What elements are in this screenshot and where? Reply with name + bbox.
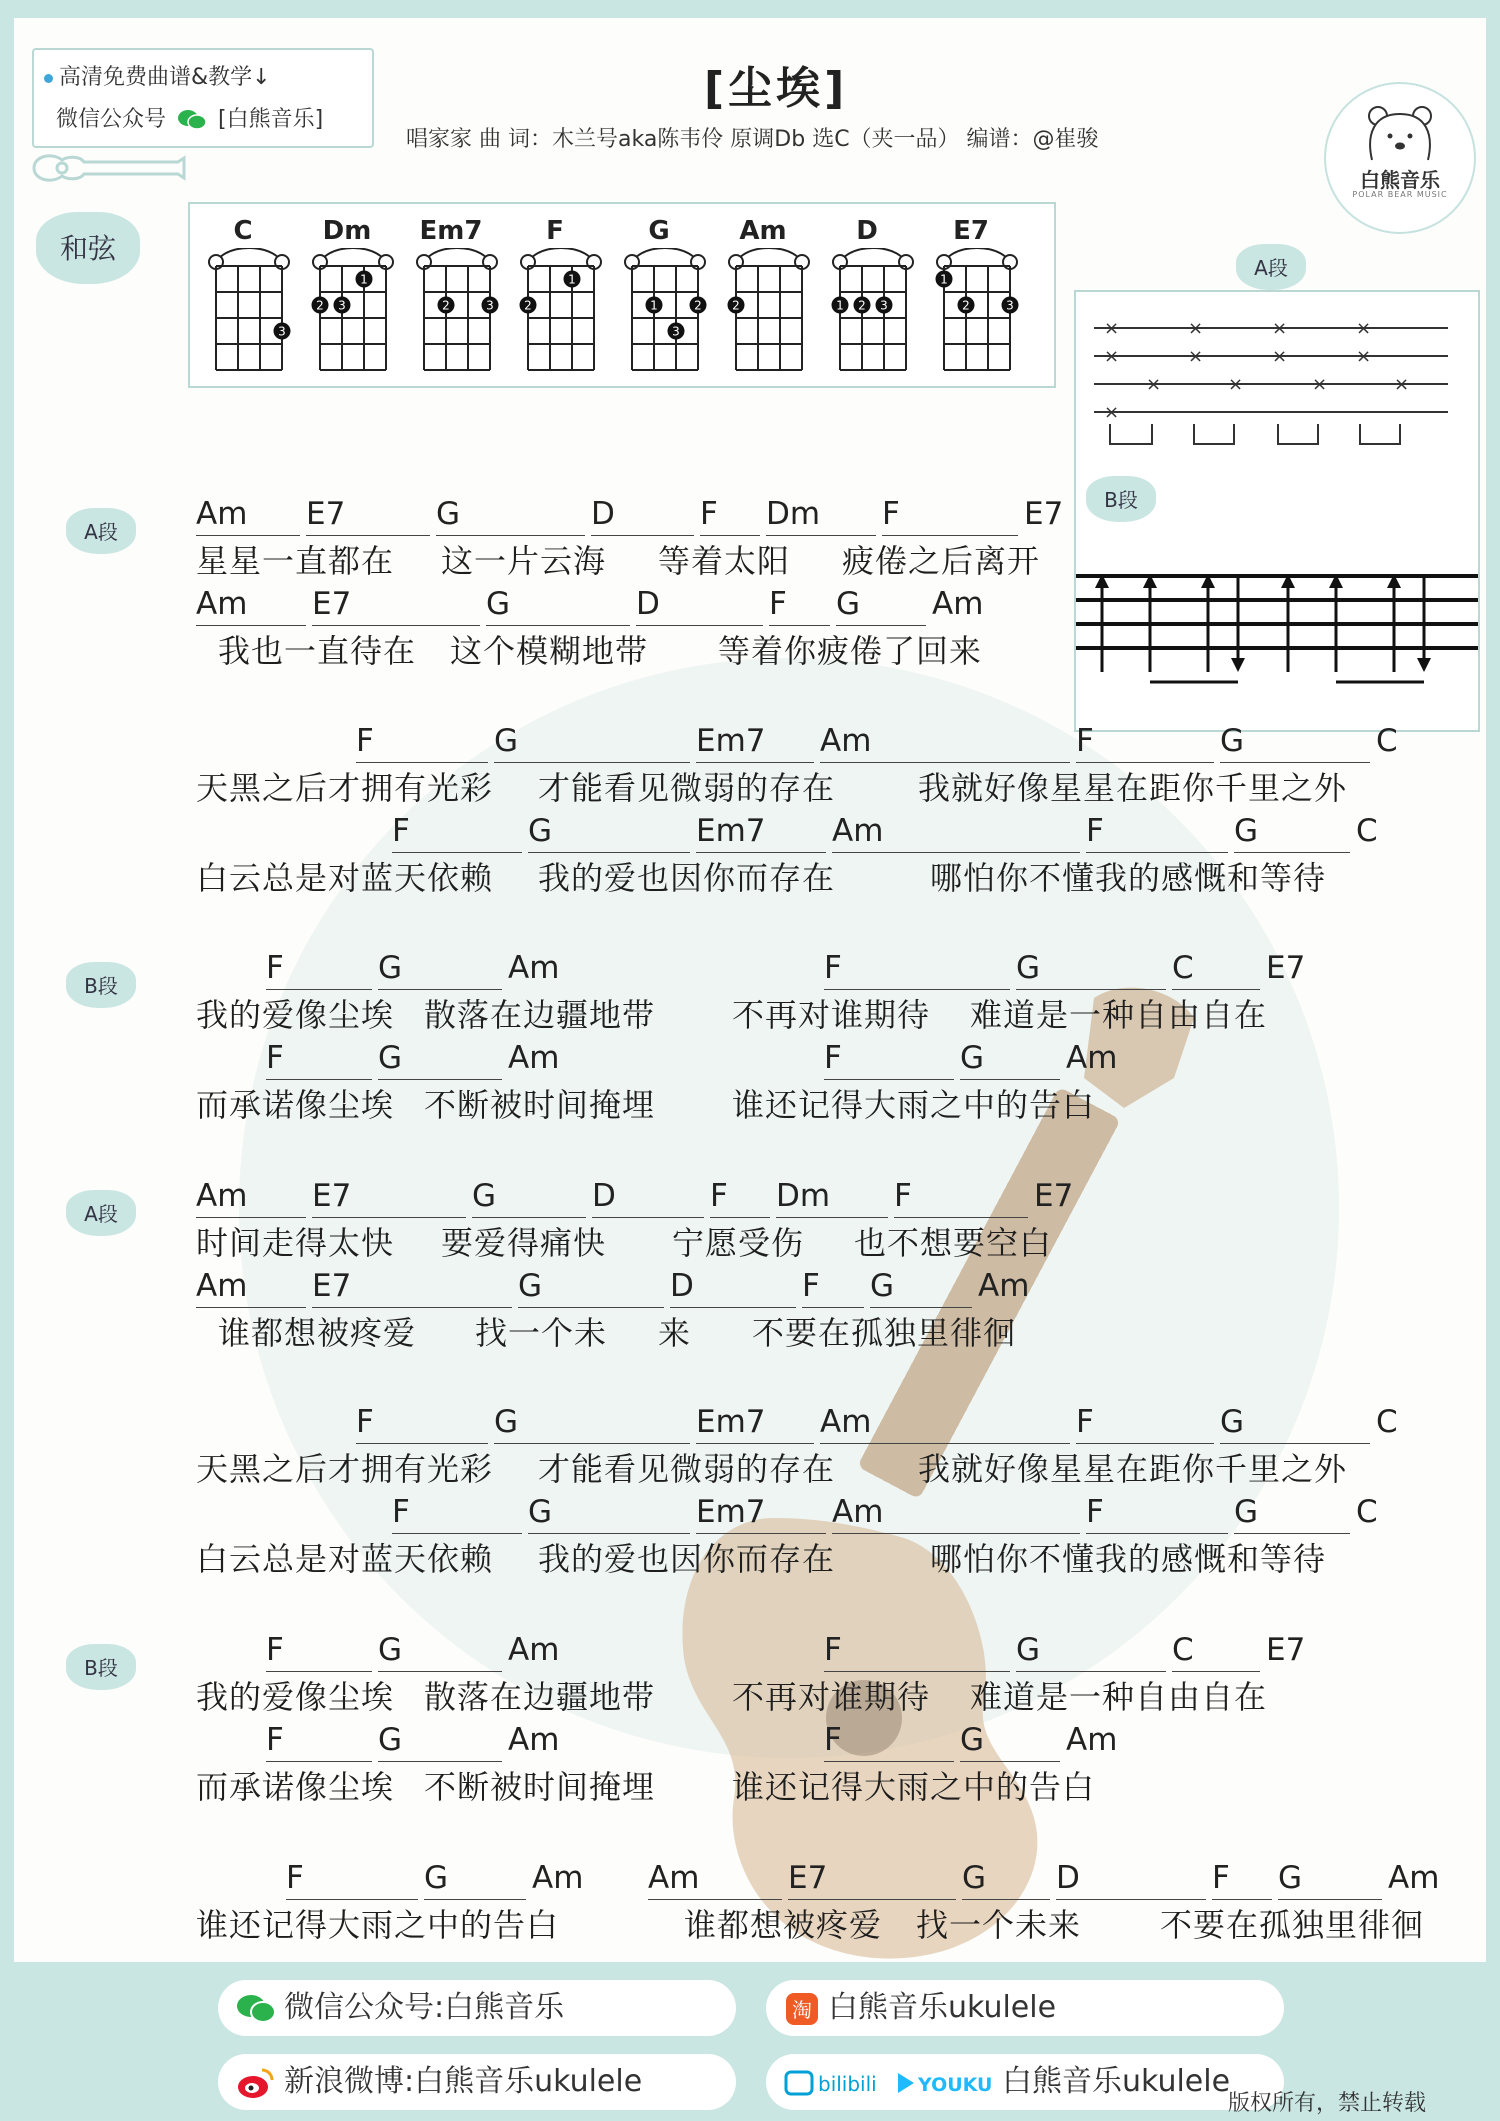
chord-symbol: Am bbox=[508, 1632, 560, 1668]
chord-symbol: G bbox=[472, 1178, 586, 1218]
svg-text:×: × bbox=[1146, 374, 1162, 395]
chord-symbol: F bbox=[1086, 1494, 1228, 1534]
chord-symbol: C bbox=[1172, 950, 1260, 990]
chord-symbol: Am bbox=[1066, 1040, 1118, 1076]
lyric-phrase: 这个模糊地带 bbox=[450, 632, 649, 670]
chord-name: C bbox=[233, 216, 253, 246]
svg-text:×: × bbox=[1356, 346, 1372, 367]
pattern-a-label: A段 bbox=[1236, 244, 1306, 290]
lyric-phrase: 哪怕你不懂我的感慨和等待 bbox=[930, 1540, 1327, 1578]
lyric-phrase: 不再对谁期待 bbox=[732, 996, 931, 1034]
svg-text:3: 3 bbox=[1006, 298, 1014, 313]
chord-symbol: F bbox=[266, 950, 372, 990]
chord-symbol: Am bbox=[820, 723, 1070, 763]
chord-symbol: G bbox=[494, 1404, 690, 1444]
fretboard bbox=[824, 248, 924, 378]
lyric-phrase: 散落在边疆地带 bbox=[424, 1678, 656, 1716]
chord-symbol: Am bbox=[532, 1860, 584, 1896]
chord-symbol: G bbox=[836, 586, 926, 626]
lyric-phrase: 天黑之后才拥有光彩 bbox=[196, 1450, 494, 1488]
lyric-phrase: 天黑之后才拥有光彩 bbox=[196, 769, 494, 807]
lyric-phrase: 我的爱也因你而存在 bbox=[538, 1540, 836, 1578]
lyric-phrase: 星星一直都在 bbox=[196, 542, 395, 580]
chord-symbol: D bbox=[670, 1268, 796, 1308]
chord-symbol: F bbox=[266, 1722, 372, 1762]
svg-text:2: 2 bbox=[962, 298, 970, 313]
fretboard bbox=[304, 248, 404, 378]
chord-symbol: C bbox=[1376, 723, 1398, 759]
chord-symbol: G bbox=[1234, 1494, 1350, 1534]
weibo-icon bbox=[236, 2066, 276, 2100]
svg-text:×: × bbox=[1356, 318, 1372, 339]
chord-name: D bbox=[856, 216, 878, 246]
chord-symbol: G bbox=[486, 586, 630, 626]
chord-symbol: C bbox=[1356, 1494, 1378, 1530]
svg-text:1: 1 bbox=[836, 298, 844, 313]
chord-symbol: F bbox=[266, 1632, 372, 1672]
lyric-phrase: 来 bbox=[658, 1314, 692, 1352]
chord-symbol: G bbox=[378, 1632, 502, 1672]
svg-text:3: 3 bbox=[672, 324, 680, 339]
svg-text:×: × bbox=[1104, 346, 1120, 367]
chord-symbol: E7 bbox=[1266, 950, 1306, 986]
lyric-phrase: 时间走得太快 bbox=[196, 1224, 395, 1262]
chord-diagram bbox=[512, 204, 598, 384]
chord-symbol: F bbox=[824, 950, 1010, 990]
chord-diagrams bbox=[188, 202, 1056, 388]
svg-text:2: 2 bbox=[442, 298, 450, 313]
chord-name: E7 bbox=[953, 216, 989, 246]
chord-symbol: F bbox=[802, 1268, 864, 1308]
chord-symbol: G bbox=[378, 1722, 502, 1762]
song-credits: 唱家家 曲 词：木兰号aka陈韦伶 原调Db 选C（夹一品） 编谱：@崔骏 bbox=[406, 127, 1099, 152]
logo-name: 白熊音乐 bbox=[1360, 168, 1440, 192]
chord-symbol: Am bbox=[932, 586, 984, 622]
chord-diagram bbox=[824, 204, 910, 384]
chord-symbol: F bbox=[392, 813, 522, 853]
chord-diagram bbox=[408, 204, 494, 384]
chord-symbol: Am bbox=[508, 1722, 560, 1758]
svg-text:×: × bbox=[1104, 402, 1120, 423]
fretboard bbox=[512, 248, 612, 378]
lyric-phrase: 白云总是对蓝天依赖 bbox=[196, 859, 494, 897]
chord-name: Em7 bbox=[419, 216, 483, 246]
chord-symbol: Am bbox=[196, 586, 306, 626]
chord-symbol: G bbox=[528, 1494, 690, 1534]
taobao-icon bbox=[784, 1991, 820, 2027]
chord-symbol: F bbox=[266, 1040, 372, 1080]
social-wechat[interactable]: 微信公众号:白熊音乐 bbox=[218, 1980, 736, 2036]
svg-text:2: 2 bbox=[858, 298, 866, 313]
chord-symbol: D bbox=[591, 496, 694, 536]
chord-symbol: E7 bbox=[306, 496, 430, 536]
chord-symbol: G bbox=[1278, 1860, 1382, 1900]
fretboard bbox=[200, 248, 300, 378]
lyric-phrase: 我就好像星星在距你千里之外 bbox=[918, 769, 1348, 807]
logo-subtitle: POLAR BEAR MUSIC bbox=[1352, 190, 1448, 199]
lyric-phrase: 我的爱像尘埃 bbox=[196, 1678, 395, 1716]
chord-symbol: Am bbox=[1388, 1860, 1440, 1896]
svg-text:1: 1 bbox=[650, 298, 658, 313]
social-weibo[interactable]: 新浪微博:白熊音乐ukulele bbox=[218, 2054, 736, 2110]
chord-symbol: Em7 bbox=[696, 813, 826, 853]
chord-symbol: G bbox=[518, 1268, 664, 1308]
svg-text:3: 3 bbox=[880, 298, 888, 313]
fretboard bbox=[616, 248, 716, 378]
chord-diagram bbox=[304, 204, 390, 384]
chord-symbol: E7 bbox=[312, 1178, 466, 1218]
video-platforms-icon bbox=[784, 2066, 994, 2100]
lyric-phrase: 宁愿受伤 bbox=[672, 1224, 805, 1262]
svg-text:×: × bbox=[1188, 346, 1204, 367]
svg-text:×: × bbox=[1104, 318, 1120, 339]
chord-symbol: F bbox=[1212, 1860, 1272, 1900]
svg-text:×: × bbox=[1394, 374, 1410, 395]
svg-text:3: 3 bbox=[338, 298, 346, 313]
chord-symbol: G bbox=[424, 1860, 526, 1900]
chord-symbol: F bbox=[824, 1040, 954, 1080]
chord-symbol: G bbox=[960, 1040, 1060, 1080]
svg-text:淘: 淘 bbox=[792, 1997, 812, 2022]
chord-symbol: G bbox=[1016, 950, 1166, 990]
chords-label: 和弦 bbox=[36, 212, 140, 284]
chord-symbol: G bbox=[494, 723, 690, 763]
chord-symbol: F bbox=[824, 1722, 954, 1762]
chord-symbol: Dm bbox=[766, 496, 876, 536]
promo-line1: 高清免费曲谱&教学↓ bbox=[44, 60, 271, 91]
chord-symbol: E7 bbox=[312, 586, 480, 626]
chord-symbol: C bbox=[1172, 1632, 1260, 1672]
svg-text:3: 3 bbox=[486, 298, 494, 313]
lyric-phrase: 才能看见微弱的存在 bbox=[538, 769, 836, 807]
chord-diagram bbox=[200, 204, 286, 384]
section-label: B段 bbox=[66, 1644, 136, 1690]
chord-symbol: F bbox=[882, 496, 1018, 536]
lyric-phrase: 白云总是对蓝天依赖 bbox=[196, 1540, 494, 1578]
lyric-phrase: 而承诺像尘埃 bbox=[196, 1086, 395, 1124]
lyric-phrase: 找一个未来 bbox=[916, 1906, 1082, 1944]
chord-symbol: Em7 bbox=[696, 1494, 826, 1534]
lyric-phrase: 散落在边疆地带 bbox=[424, 996, 656, 1034]
chord-symbol: F bbox=[356, 723, 488, 763]
chord-symbol: G bbox=[960, 1722, 1060, 1762]
chord-symbol: D bbox=[592, 1178, 704, 1218]
lyric-phrase: 而承诺像尘埃 bbox=[196, 1768, 395, 1806]
lyric-phrase: 谁都想被疼爱 bbox=[218, 1314, 417, 1352]
chord-symbol: F bbox=[392, 1494, 522, 1534]
chord-symbol: G bbox=[1234, 813, 1350, 853]
chord-symbol: F bbox=[894, 1178, 1028, 1218]
svg-text:3: 3 bbox=[278, 324, 286, 339]
brand-logo bbox=[1324, 82, 1476, 234]
chord-symbol: G bbox=[436, 496, 585, 536]
lyric-phrase: 难道是一种自由自在 bbox=[970, 1678, 1268, 1716]
chord-symbol: F bbox=[286, 1860, 418, 1900]
chord-symbol: Am bbox=[508, 950, 560, 986]
chord-name: F bbox=[546, 216, 564, 246]
lyric-phrase: 等着太阳 bbox=[658, 542, 791, 580]
wechat-icon bbox=[236, 1993, 276, 2025]
chord-symbol: E7 bbox=[1266, 1632, 1306, 1668]
pattern-b-label: B段 bbox=[1086, 476, 1156, 522]
lyric-phrase: 不要在孤独里徘徊 bbox=[1160, 1906, 1425, 1944]
svg-text:2: 2 bbox=[732, 298, 740, 313]
fretboard bbox=[720, 248, 820, 378]
ukulele-outline-icon bbox=[28, 148, 188, 188]
svg-text:1: 1 bbox=[360, 272, 368, 287]
chord-symbol: F bbox=[700, 496, 760, 536]
strum-pattern-b bbox=[1076, 574, 1478, 682]
lyric-phrase: 难道是一种自由自在 bbox=[970, 996, 1268, 1034]
chord-symbol: F bbox=[1086, 813, 1228, 853]
section-label: A段 bbox=[66, 1190, 136, 1236]
svg-text:2: 2 bbox=[524, 298, 532, 313]
chord-symbol: G bbox=[528, 813, 690, 853]
section-label: B段 bbox=[66, 962, 136, 1008]
chord-symbol: G bbox=[870, 1268, 972, 1308]
svg-text:×: × bbox=[1188, 318, 1204, 339]
chord-symbol: Am bbox=[820, 1404, 1070, 1444]
lyric-phrase: 也不想要空白 bbox=[854, 1224, 1053, 1262]
chord-symbol: Em7 bbox=[696, 723, 814, 763]
chord-symbol: E7 bbox=[1034, 1178, 1074, 1214]
svg-text:2: 2 bbox=[316, 298, 324, 313]
promo-line2: 微信公众号 [白熊音乐] bbox=[56, 107, 324, 132]
lyric-phrase: 我就好像星星在距你千里之外 bbox=[918, 1450, 1348, 1488]
lyric-phrase: 等着你疲倦了回来 bbox=[718, 632, 983, 670]
chord-symbol: C bbox=[1376, 1404, 1398, 1440]
chord-symbol: F bbox=[710, 1178, 770, 1218]
lyric-phrase: 不再对谁期待 bbox=[732, 1678, 931, 1716]
chord-name: G bbox=[648, 216, 670, 246]
lyric-phrase: 找一个未 bbox=[475, 1314, 608, 1352]
svg-text:×: × bbox=[1272, 346, 1288, 367]
lyric-phrase: 这一片云海 bbox=[441, 542, 607, 580]
svg-text:×: × bbox=[1312, 374, 1328, 395]
wechat-icon bbox=[177, 109, 207, 131]
lyric-phrase: 谁还记得大雨之中的告白 bbox=[732, 1086, 1096, 1124]
youku-label: YOUKU bbox=[918, 2073, 993, 2096]
chord-symbol: Em7 bbox=[696, 1404, 814, 1444]
svg-text:2: 2 bbox=[694, 298, 702, 313]
polar-bear-icon bbox=[1326, 84, 1474, 164]
chord-symbol: D bbox=[1056, 1860, 1206, 1900]
chord-symbol: Am bbox=[648, 1860, 782, 1900]
lyric-phrase: 谁还记得大雨之中的告白 bbox=[196, 1906, 560, 1944]
chord-symbol: Dm bbox=[776, 1178, 888, 1218]
promo-box bbox=[32, 48, 374, 148]
lyric-phrase: 不断被时间掩埋 bbox=[424, 1086, 656, 1124]
song-title: [尘埃] bbox=[704, 63, 849, 114]
lyric-phrase: 才能看见微弱的存在 bbox=[538, 1450, 836, 1488]
fretboard bbox=[928, 248, 1028, 378]
chord-name: Am bbox=[739, 216, 787, 246]
pick-marks bbox=[1104, 318, 1409, 423]
chord-symbol: G bbox=[1220, 1404, 1370, 1444]
chord-symbol: C bbox=[1356, 813, 1378, 849]
lyric-phrase: 我的爱也因你而存在 bbox=[538, 859, 836, 897]
chord-symbol: G bbox=[1016, 1632, 1166, 1672]
chord-symbol: Am bbox=[1066, 1722, 1118, 1758]
chord-symbol: Am bbox=[508, 1040, 560, 1076]
chord-symbol: E7 bbox=[788, 1860, 956, 1900]
chord-symbol: Am bbox=[978, 1268, 1030, 1304]
svg-text:×: × bbox=[1228, 374, 1244, 395]
chord-symbol: F bbox=[356, 1404, 488, 1444]
chord-symbol: G bbox=[962, 1860, 1050, 1900]
chord-symbol: G bbox=[378, 950, 502, 990]
chord-symbol: F bbox=[1076, 723, 1214, 763]
lyric-phrase: 谁都想被疼爱 bbox=[684, 1906, 883, 1944]
svg-text:×: × bbox=[1272, 318, 1288, 339]
svg-text:1: 1 bbox=[568, 272, 576, 287]
score-sheet bbox=[14, 18, 1486, 1962]
section-label: A段 bbox=[66, 508, 136, 554]
chord-symbol: G bbox=[1220, 723, 1370, 763]
lyric-phrase: 疲倦之后离开 bbox=[842, 542, 1041, 580]
bilibili-label: bilibili bbox=[818, 2071, 877, 2096]
chord-symbol: G bbox=[378, 1040, 502, 1080]
social-video[interactable]: bilibili YOUKU 白熊音乐ukulele bbox=[766, 2054, 1284, 2110]
chord-symbol: E7 bbox=[1024, 496, 1064, 532]
chord-symbol: F bbox=[1076, 1404, 1214, 1444]
chord-symbol: Am bbox=[196, 1268, 306, 1308]
copyright-notice: 版权所有，禁止转载 bbox=[1228, 2091, 1427, 2116]
svg-text:1: 1 bbox=[940, 272, 948, 287]
lyric-phrase: 我也一直待在 bbox=[218, 632, 417, 670]
lyric-phrase: 不断被时间掩埋 bbox=[424, 1768, 656, 1806]
lyric-phrase: 我的爱像尘埃 bbox=[196, 996, 395, 1034]
chord-diagram bbox=[928, 204, 1014, 384]
chord-diagram bbox=[720, 204, 806, 384]
lyric-phrase: 要爱得痛快 bbox=[441, 1224, 607, 1262]
chord-symbol: Am bbox=[832, 813, 1080, 853]
chord-symbol: F bbox=[824, 1632, 1010, 1672]
chord-symbol: D bbox=[636, 586, 763, 626]
social-taobao[interactable]: 淘 白熊音乐ukulele bbox=[766, 1980, 1284, 2036]
lyric-phrase: 哪怕你不懂我的感慨和等待 bbox=[930, 859, 1327, 897]
lyric-phrase: 谁还记得大雨之中的告白 bbox=[732, 1768, 1096, 1806]
chord-diagram bbox=[616, 204, 702, 384]
chord-name: Dm bbox=[322, 216, 372, 246]
chord-symbol: Am bbox=[196, 496, 300, 536]
chord-symbol: E7 bbox=[312, 1268, 512, 1308]
chord-symbol: Am bbox=[196, 1178, 306, 1218]
chord-symbol: F bbox=[769, 586, 830, 626]
chord-symbol: Am bbox=[832, 1494, 1080, 1534]
fretboard bbox=[408, 248, 508, 378]
lyric-phrase: 不要在孤独里徘徊 bbox=[752, 1314, 1017, 1352]
